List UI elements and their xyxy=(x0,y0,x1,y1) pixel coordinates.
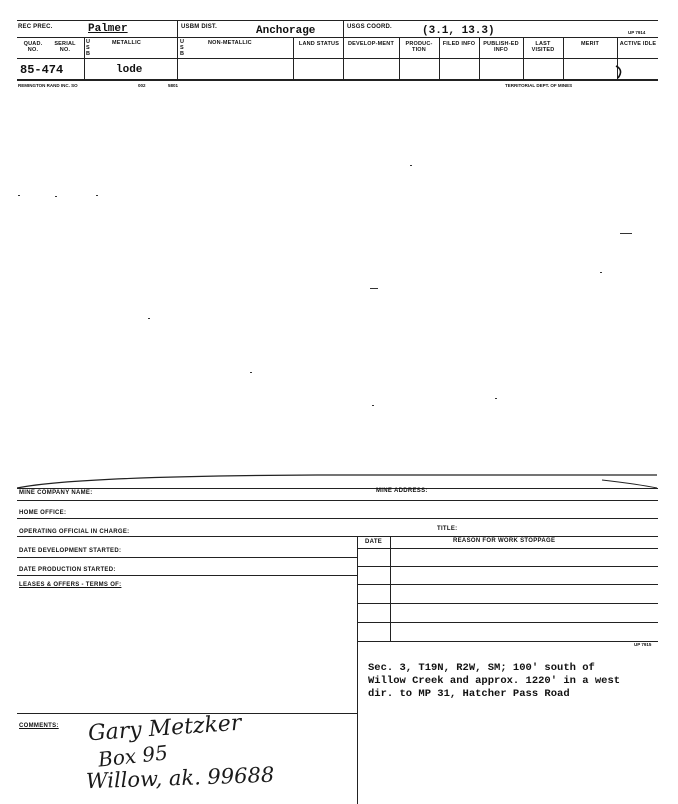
mine-address-label: MINE ADDRESS: xyxy=(376,488,428,494)
form-code-mid: UP 7915 xyxy=(634,642,652,647)
rec-prec-label: REC PREC. xyxy=(18,24,53,30)
form-code-top: UP 7914 xyxy=(628,30,646,35)
col-active-idle: ACTIVE IDLE xyxy=(619,41,657,47)
divider xyxy=(343,20,344,38)
stoppage-rule-6 xyxy=(358,641,658,642)
col-usb-metallic: U S B xyxy=(86,39,91,57)
leases-offers-label: LEASES & OFFERS - TERMS OF: xyxy=(19,582,122,588)
date-column-divider xyxy=(390,536,391,641)
speck xyxy=(148,318,150,319)
form-rule-2 xyxy=(17,500,658,501)
form-rule-6 xyxy=(17,575,358,576)
stoppage-rule-1 xyxy=(358,548,658,549)
speck xyxy=(410,165,412,166)
title-label: TITLE: xyxy=(437,526,458,532)
stoppage-rule-5 xyxy=(358,622,658,623)
col-published-info: PUBLISH-ED INFO xyxy=(483,41,519,53)
header-bottom-rule xyxy=(17,79,658,81)
speck xyxy=(372,405,374,406)
speck xyxy=(620,233,632,234)
speck xyxy=(370,288,378,289)
col-last-visited: LAST VISITED xyxy=(531,41,555,53)
reason-column-label: REASON FOR WORK STOPPAGE xyxy=(453,538,556,544)
header-data-rule xyxy=(17,58,658,59)
speck xyxy=(495,398,497,399)
date-dev-started-label: DATE DEVELOPMENT STARTED: xyxy=(19,548,122,554)
operating-official-label: OPERATING OFFICIAL IN CHARGE: xyxy=(19,529,130,535)
form-rule-3 xyxy=(17,518,658,519)
header-mid-rule xyxy=(17,37,658,38)
col-development: DEVELOP-MENT xyxy=(347,41,395,47)
form-top-curve xyxy=(17,470,659,490)
col-usb-nonmetallic: U S B xyxy=(180,39,185,57)
col-quad-no: QUAD. NO. xyxy=(23,41,43,53)
date-prod-started-label: DATE PRODUCTION STARTED: xyxy=(19,567,116,573)
handwritten-box: Box 95 xyxy=(96,740,169,772)
col-filed-info: FILED INFO xyxy=(442,41,476,47)
check-mark-icon xyxy=(612,64,626,82)
divider xyxy=(177,20,178,80)
col-land-status: LAND STATUS xyxy=(298,41,340,47)
stoppage-rule-4 xyxy=(358,603,658,604)
stoppage-rule-2 xyxy=(358,566,658,567)
col-serial-no: SERIAL NO. xyxy=(54,41,76,53)
usgs-coord-value: (3.1, 13.3) xyxy=(422,25,495,37)
speck xyxy=(55,196,57,197)
comments-label: COMMENTS: xyxy=(19,723,59,729)
rec-prec-value: Palmer xyxy=(88,23,128,35)
header-top-rule xyxy=(17,20,658,21)
handwritten-name: Gary Metzker xyxy=(87,710,243,747)
col-metallic: METALLIC xyxy=(112,40,141,46)
home-office-label: HOME OFFICE: xyxy=(19,510,67,516)
stoppage-rule-3 xyxy=(358,584,658,585)
center-divider xyxy=(357,536,358,804)
location-line-2: Willow Creek and approx. 1220' in a west xyxy=(368,675,621,687)
speck xyxy=(96,195,98,196)
form-rule-1 xyxy=(17,488,658,489)
speck xyxy=(600,272,602,273)
code-b: 5801 xyxy=(168,83,179,88)
form-rule-4 xyxy=(17,536,658,537)
location-line-1: Sec. 3, T19N, R2W, SM; 100' south of xyxy=(368,662,595,674)
territorial-label: TERRITORIAL DEPT. OF MINES xyxy=(505,83,573,88)
date-column-label: DATE xyxy=(365,539,383,545)
col-non-metallic: NON-METALLIC xyxy=(208,40,252,46)
speck xyxy=(250,372,252,373)
usbm-dist-value: Anchorage xyxy=(256,25,316,37)
metallic-value: lode xyxy=(116,64,143,76)
form-rule-5 xyxy=(17,557,358,558)
col-merit: MERIT xyxy=(580,41,600,47)
mine-company-name-label: MINE COMPANY NAME: xyxy=(19,490,93,496)
usbm-dist-label: USBM DIST. xyxy=(181,24,218,30)
col-production: PRODUC-TION xyxy=(405,41,433,53)
quad-serial-value: 85-474 xyxy=(20,63,64,77)
location-line-3: dir. to MP 31, Hatcher Pass Road xyxy=(368,688,570,700)
usgs-coord-label: USGS COORD. xyxy=(347,24,392,30)
printer-label: REMINGTON RAND INC. SO xyxy=(18,83,78,88)
handwritten-city: Willow, ak. 99688 xyxy=(85,762,275,794)
code-a: 002 xyxy=(138,83,146,88)
speck xyxy=(18,195,20,196)
